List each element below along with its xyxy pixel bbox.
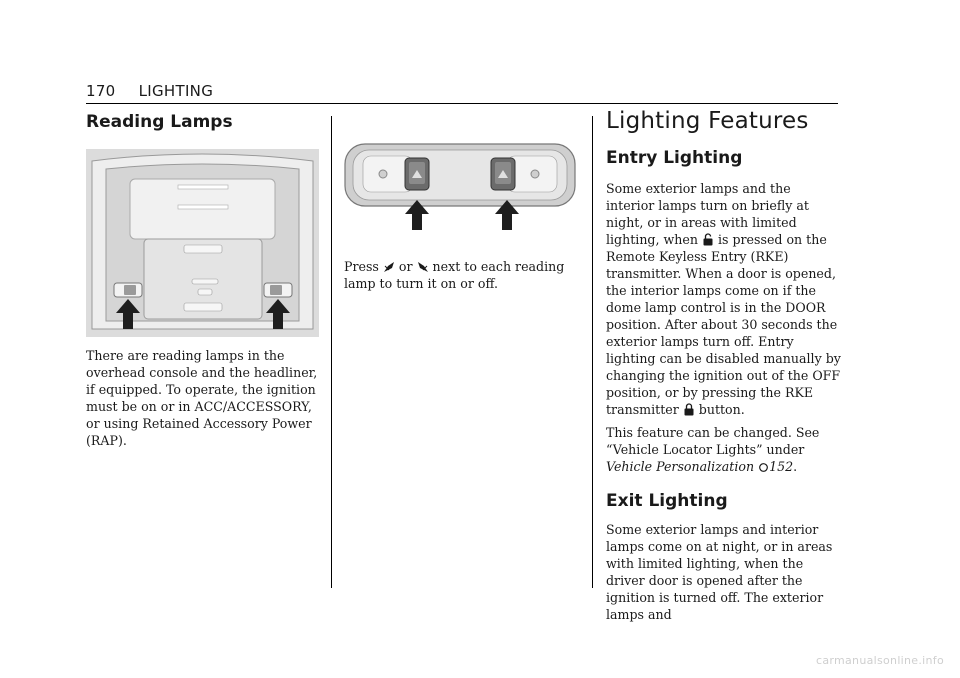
reading-lamp-left-icon: [383, 261, 395, 273]
section-title-reading-lamps: Reading Lamps: [86, 112, 233, 132]
page-reference-icon: [758, 462, 769, 473]
section-title-lighting-features: Lighting Features: [606, 108, 809, 134]
reading-lamps-body: [86, 347, 320, 449]
entry-change-paragraph: [606, 424, 842, 475]
page-number: 170: [86, 82, 116, 100]
entry-lighting-section: [606, 148, 842, 623]
section-name: LIGHTING: [138, 82, 214, 100]
entry-text-b: is pressed on the Remote Keyless Entry (RKE) transmitter. When a door is opened, the interior lamps come on if the dome lamp control is in the DOOR position. After about 30 seconds the exterior lamps turn off. Entry lighting can be disabled manually by changing the ignition out of the OFF position, or by pressing the RKE transmitter: [606, 232, 841, 417]
column-divider-2: [592, 116, 593, 588]
overhead-console-drawing: [86, 149, 319, 337]
entry-lighting-paragraph: [606, 180, 842, 418]
reading-lamp-buttons-drawing: [343, 142, 578, 230]
running-header: [86, 82, 213, 100]
exit-lighting-paragraph: Some exterior lamps and interior lamps come on at night, or in areas with limited lighting, when the driver door is opened after the ignition is turned off. The exterior lamps and: [606, 522, 833, 622]
column-lighting-features: [606, 108, 842, 134]
reading-lamps-paragraph: There are reading lamps in the overhead console and the headliner, if equipped. To operate, the ignition must be on or in ACC/ACCESSORY, or using Retained Accessory Power (RAP).: [86, 348, 318, 448]
entry-text-a: Some exterior lamps and the interior lamps turn on briefly at night, or in areas with limited lighting, when: [606, 181, 809, 247]
reading-lamp-buttons-illustration: [343, 142, 578, 230]
column-reading-lamps: [86, 112, 320, 132]
column-divider-1: [331, 116, 332, 588]
press-rest: next to each reading lamp to turn it on or off.: [344, 259, 565, 291]
or-word: or: [398, 259, 413, 274]
change-text: This feature can be changed. See “Vehicle Locator Lights” under: [606, 425, 820, 457]
watermark-credit: carmanualsonline.info: [815, 654, 944, 667]
subsection-title-entry-lighting: Entry Lighting: [606, 148, 743, 168]
vehicle-personalization-page[interactable]: 152: [769, 459, 794, 474]
entry-text-c: button.: [698, 402, 745, 417]
overhead-console-illustration: [86, 149, 319, 337]
unlock-icon: [702, 233, 714, 246]
press-word: Press: [344, 259, 379, 274]
vehicle-personalization-link[interactable]: Vehicle Personalization: [606, 459, 755, 474]
press-instruction: [344, 258, 580, 292]
reading-lamp-right-icon: [417, 261, 429, 273]
header-rule: [86, 103, 838, 104]
lock-icon: [683, 403, 695, 416]
change-end: .: [793, 459, 798, 474]
reading-lamps-instructions: [344, 258, 580, 292]
subsection-title-exit-lighting: Exit Lighting: [606, 491, 728, 511]
